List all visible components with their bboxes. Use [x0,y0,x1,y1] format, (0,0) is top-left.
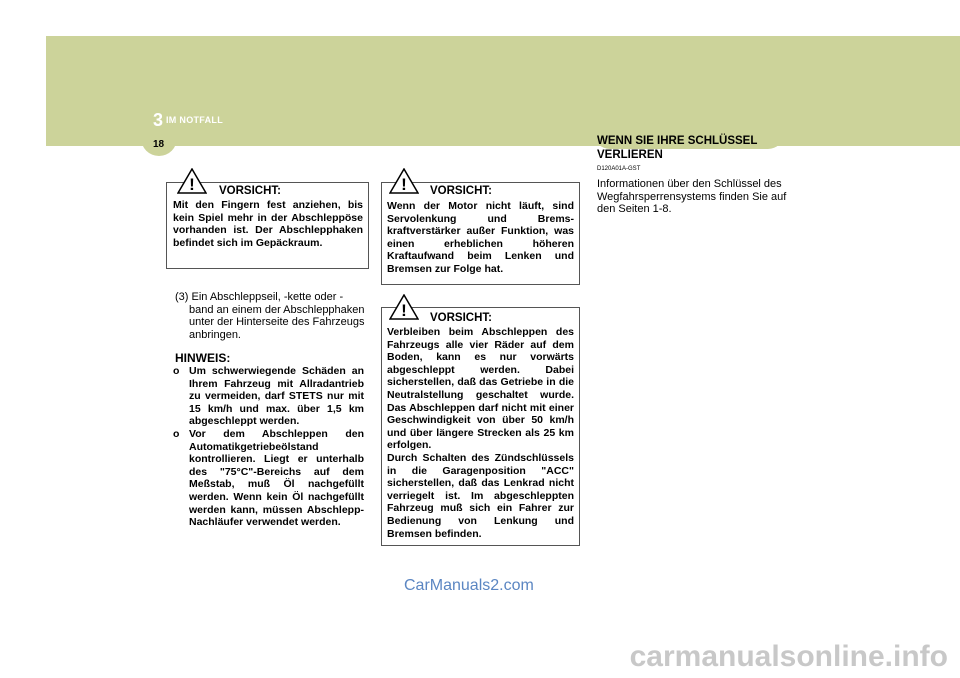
chapter-number: 3 [153,110,164,130]
warning-triangle-icon [389,294,419,320]
warning-title: VORSICHT: [430,185,492,197]
watermark-text: carmanualsonline.info [629,640,948,673]
warning-title: VORSICHT: [430,312,492,324]
svg-text:!: ! [189,175,195,194]
note-item: o Vor dem Abschleppen den Automatikgetriebeölstand kontrollieren. Liegt er unterhalb des "75°C"-Bereichs auf dem Meßstab, muß Öl nachgefüllt werden. Wenn kein Öl nachgefüllt werden kann, müssen Abschlepp-Nachläufer verwendet werden. [173,428,364,529]
header-band [46,36,960,146]
warning-title: VORSICHT: [219,185,281,197]
svg-text:!: ! [401,175,407,194]
note-heading: HINWEIS: [175,351,231,365]
page-number: 18 [153,139,165,150]
warning-triangle-icon [389,168,419,194]
warning-text: Wenn der Motor nicht läuft, sind Servolenkung und Brems-kraftverstärker außer Funktion, was einen erheblichen höheren Kraftaufwand beim Lenken und Bremsen zur Folge hat. [387,200,574,275]
watermark-text: CarManuals2.com [404,577,534,594]
note-item: o Um schwerwiegende Schäden an Ihrem Fahrzeug mit Allradantrieb zu vermeiden, darf STETS nur mit 15 km/h und max. über 1,5 km abgeschleppt werden. [173,365,364,428]
info-text: Informationen über den Schlüssel des Wegfahrsperrensystems finden Sie auf den Seiten 1-8. [597,178,787,216]
step-3-text: (3) Ein Abschleppseil, -kette oder -band an einem der Abschlepphaken unter der Hinterseite des Fahrzeugs anbringen. [175,291,365,341]
chapter-title: IM NOTFALL [166,115,223,125]
warning-text: Mit den Fingern fest anziehen, bis kein Spiel mehr in der Abschleppöse vorhanden ist. Der Abschlepphaken befindet sich im Gepäckraum. [173,199,363,249]
warning-triangle-icon [177,168,207,194]
section-heading: WENN SIE IHRE SCHLÜSSEL VERLIEREN [597,135,758,161]
document-code: D120A01A-GST [597,166,641,172]
svg-text:!: ! [401,301,407,320]
warning-text: Verbleiben beim Abschleppen des Fahrzeugs alle vier Räder auf dem Boden, kann es nur vorwärts abgeschleppt werden. Dabei sicherstellen, daß das Getriebe in die Neutralstellung geschaltet wurde. Das Abschleppen darf nicht mit einer Geschwindigkeit von über 50 km/h und über längere Strecken als 25 km erfolgen. Durch Schalten des Zündschlüssels in die Garagenposition "ACC" sicherstellen, daß das Lenkrad nicht verriegelt ist. Im abgeschleppten Fahrzeug muß sich ein Fahrer zur Bedienung von Lenkung und Bremsen befinden. [387,326,574,540]
